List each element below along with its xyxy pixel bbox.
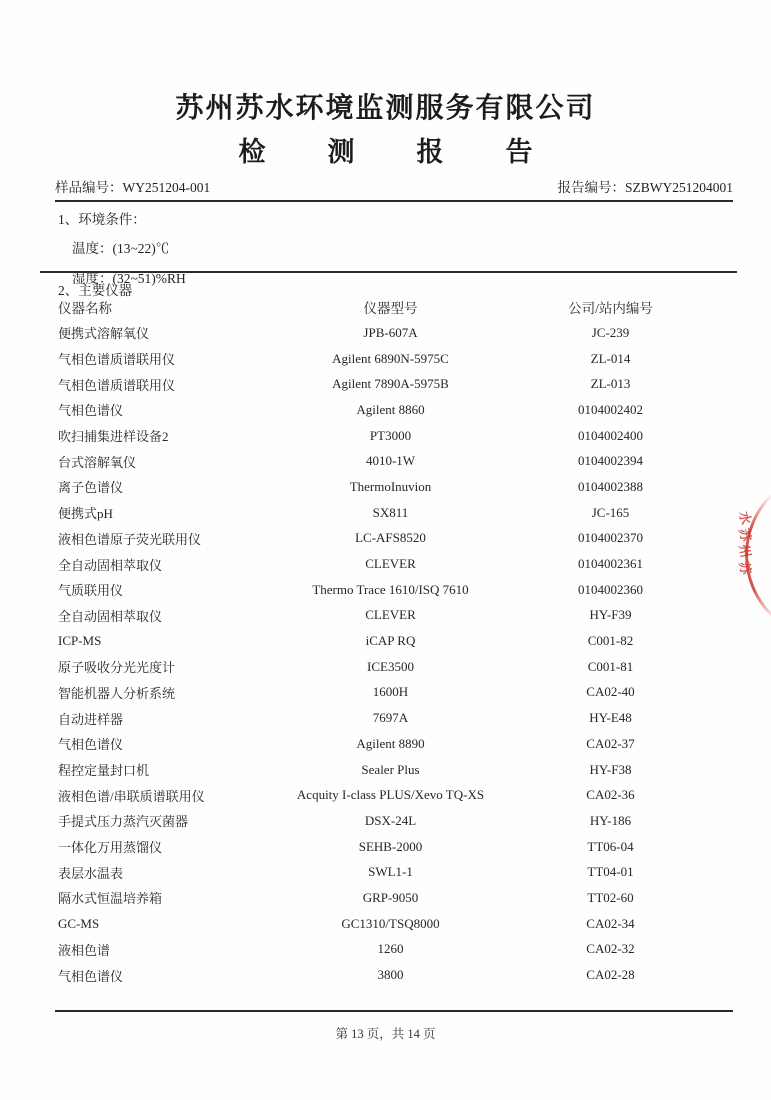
instrument-model: SWL1-1 [368, 864, 413, 880]
table-row [58, 937, 718, 963]
table-row [58, 757, 718, 783]
instrument-model: ThermoInuvion [349, 478, 432, 494]
table-row [58, 320, 718, 346]
instrument-model: GC1310/TSQ8000 [341, 915, 440, 931]
column-header-instrument-code: 公司/站内编号 [568, 301, 653, 316]
table-body [58, 320, 718, 988]
instrument-name: 气相色谱质谱联用仪 [58, 352, 176, 368]
instrument-name: 吹扫捕集进样设备2 [58, 429, 169, 445]
instrument-code: C001-81 [587, 658, 634, 674]
instrument-model: Sealer Plus [361, 761, 420, 777]
instrument-code: 0104002388 [578, 478, 643, 494]
table-row [58, 782, 718, 808]
instrument-model: 1600H [372, 684, 409, 700]
instrument-code: 0104002361 [578, 556, 643, 572]
footer-divider [55, 1010, 733, 1012]
instrument-model: Agilent 7890A-5975B [332, 376, 449, 392]
environment-section [58, 208, 733, 297]
instrument-model: 4010-1W [365, 453, 416, 469]
instrument-name: 表层水温表 [58, 865, 124, 881]
report-number: 报告编号：SZBWY251204001 [557, 180, 733, 195]
table-row [58, 603, 718, 629]
table-row [58, 371, 718, 397]
instrument-code: 0104002370 [578, 530, 643, 546]
instrument-code: HY-186 [589, 812, 632, 828]
instrument-model: JPB-607A [363, 324, 418, 340]
environment-section-title: 1、环境条件： [58, 212, 146, 227]
instrument-model: PT3000 [369, 427, 412, 443]
instrument-code: ZL-013 [590, 376, 631, 392]
instrument-model: 1260 [377, 941, 404, 957]
instruments-section-title: 2、主要仪器 [58, 283, 133, 298]
table-row [58, 654, 718, 680]
instrument-name: 全自动固相萃取仪 [58, 608, 163, 624]
instrument-code: 0104002402 [578, 401, 643, 417]
humidity-line: 湿度：(32~51)%RH [72, 271, 186, 286]
instrument-name: GC-MS [58, 915, 100, 931]
instrument-name: 全自动固相萃取仪 [58, 557, 163, 573]
instrument-model: SEHB-2000 [358, 838, 423, 854]
instrument-code: CA02-34 [586, 915, 635, 931]
instrument-name: 气相色谱质谱联用仪 [58, 377, 176, 393]
red-seal-text [736, 509, 754, 576]
instrument-code: 0104002394 [578, 453, 643, 469]
table-row [58, 423, 718, 449]
instrument-name: 气相色谱仪 [58, 968, 124, 984]
seal-character: 水 [736, 509, 754, 526]
instrument-name: 隔水式恒温培养箱 [58, 891, 163, 907]
instrument-name: 液相色谱 [58, 942, 111, 958]
instrument-name: 一体化万用蒸馏仪 [58, 840, 163, 856]
instrument-model: 7697A [372, 710, 409, 726]
seal-character: 苏 [736, 526, 754, 543]
table-row [58, 397, 718, 423]
table-row [58, 551, 718, 577]
column-header-instrument-model: 仪器型号 [363, 301, 418, 316]
instrument-name: 自动进样器 [58, 711, 124, 727]
table-row [58, 448, 718, 474]
instruments-table [58, 296, 718, 988]
instrument-name: 气质联用仪 [58, 583, 124, 599]
instrument-model: Agilent 8890 [356, 735, 425, 751]
page-number: 第 13 页，共 14 页 [335, 1027, 436, 1041]
instrument-name: 手提式压力蒸汽灭菌器 [58, 814, 189, 830]
instrument-code: HY-F38 [589, 761, 632, 777]
instrument-model: Thermo Trace 1610/ISQ 7610 [312, 581, 469, 597]
instrument-code: 0104002360 [578, 581, 643, 597]
instrument-model: ICE3500 [367, 658, 414, 674]
table-header-row [58, 296, 718, 318]
instrument-code: 0104002400 [578, 427, 643, 443]
instrument-code: CA02-28 [586, 967, 635, 983]
instrument-code: TT02-60 [587, 889, 634, 905]
seal-character: 州 [736, 542, 754, 559]
instrument-model: CLEVER [365, 607, 416, 623]
instrument-name: 液相色谱原子荧光联用仪 [58, 531, 202, 547]
table-row [58, 346, 718, 372]
instrument-name: 气相色谱仪 [58, 737, 124, 753]
sample-number: 样品编号：WY251204-001 [55, 180, 211, 195]
column-header-instrument-name: 仪器名称 [58, 301, 112, 316]
table-row [58, 705, 718, 731]
instrument-name: 便携式pH [58, 506, 113, 522]
instrument-code: C001-82 [587, 633, 634, 649]
meta-row [55, 176, 733, 202]
table-row [58, 474, 718, 500]
table-row [58, 962, 718, 988]
table-row [58, 526, 718, 552]
instrument-model: DSX-24L [364, 812, 417, 828]
instrument-code: CA02-32 [586, 941, 635, 957]
table-row [58, 885, 718, 911]
instrument-code: JC-239 [591, 324, 630, 340]
instrument-model: Acquity I-class PLUS/Xevo TQ-XS [296, 787, 485, 803]
instrument-name: 气相色谱仪 [58, 403, 124, 419]
table-row [58, 680, 718, 706]
instrument-model: GRP-9050 [362, 889, 419, 905]
instrument-name: 程控定量封口机 [58, 763, 150, 779]
instrument-name: 台式溶解氧仪 [58, 454, 137, 470]
instrument-model: SX811 [372, 504, 409, 520]
instrument-model: CLEVER [365, 556, 416, 572]
table-row [58, 577, 718, 603]
instrument-model: 3800 [377, 967, 404, 983]
instrument-code: TT06-04 [587, 838, 634, 854]
instrument-model: Agilent 6890N-5975C [332, 350, 449, 366]
instrument-model: LC-AFS8520 [355, 530, 426, 546]
instrument-code: CA02-40 [586, 684, 635, 700]
instrument-code: JC-165 [591, 504, 630, 520]
section-divider [40, 271, 737, 273]
table-row [58, 834, 718, 860]
instrument-name: 原子吸收分光光度计 [58, 660, 176, 676]
instrument-code: HY-E48 [589, 710, 632, 726]
instrument-code: ZL-014 [590, 350, 631, 366]
company-title: 苏州苏水环境监测服务有限公司 [175, 93, 596, 124]
table-row [58, 911, 718, 937]
seal-character: 苏 [736, 559, 754, 576]
table-row [58, 628, 718, 654]
instrument-code: TT04-01 [587, 864, 634, 880]
instrument-name: 离子色谱仪 [58, 480, 124, 496]
instrument-name: 智能机器人分析系统 [58, 685, 176, 701]
instrument-model: iCAP RQ [365, 633, 416, 649]
temperature-line: 温度：(13~22)℃ [72, 241, 170, 256]
instrument-name: 液相色谱/串联质谱联用仪 [58, 788, 205, 804]
instrument-code: HY-F39 [589, 607, 632, 623]
table-row [58, 500, 718, 526]
table-row [58, 808, 718, 834]
instrument-code: CA02-36 [586, 787, 635, 803]
instrument-name: 便携式溶解氧仪 [58, 326, 150, 342]
instrument-name: ICP-MS [58, 633, 102, 649]
report-title: 检测报告 [238, 137, 595, 167]
instrument-model: Agilent 8860 [356, 401, 425, 417]
table-row [58, 731, 718, 757]
table-row [58, 859, 718, 885]
instrument-code: CA02-37 [586, 735, 635, 751]
